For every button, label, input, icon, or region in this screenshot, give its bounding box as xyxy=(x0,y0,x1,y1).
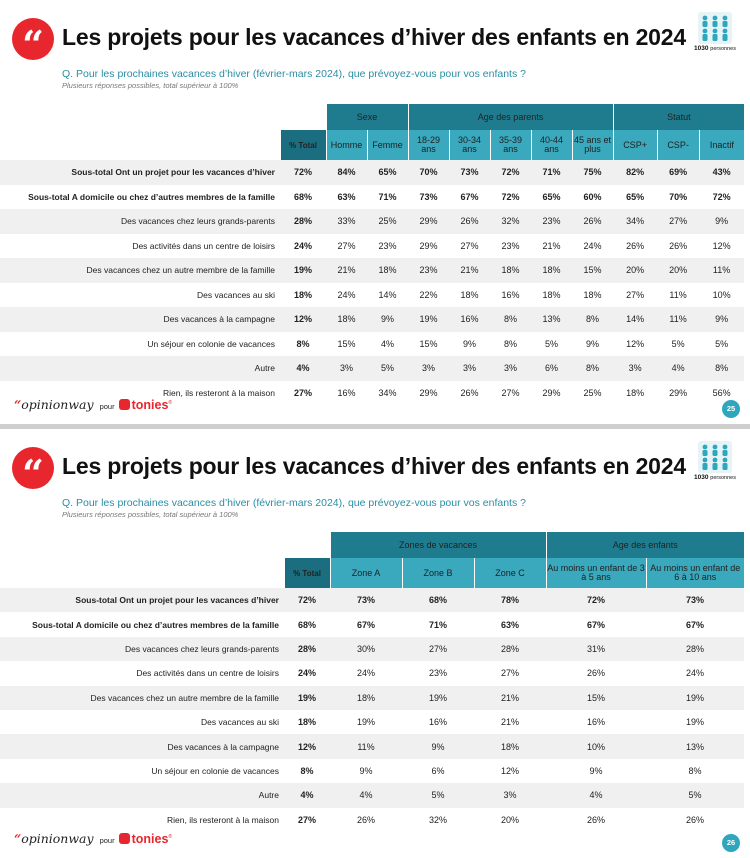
value-cell: 71% xyxy=(378,191,397,202)
column-header: 18-29 ans xyxy=(408,130,449,160)
value-cell: 67% xyxy=(587,619,606,630)
value-cell: 25% xyxy=(367,209,408,234)
footer-pour: pour xyxy=(99,836,115,845)
value-cell: 18% xyxy=(367,258,408,283)
row-label: Rien, ils resteront à la maison xyxy=(163,387,275,398)
value-cell: 73% xyxy=(419,191,438,202)
value-cell: 26% xyxy=(587,668,606,679)
value-cell: 82% xyxy=(613,160,657,185)
value-cell: 29% xyxy=(669,387,688,398)
group-header: Zones de vacances xyxy=(330,532,546,558)
column-header: 40-44 ans xyxy=(531,130,572,160)
table-row xyxy=(0,185,744,210)
value-cell: 18% xyxy=(330,686,402,710)
value-cell: 9% xyxy=(699,307,744,332)
value-cell: 26% xyxy=(460,387,479,398)
total-cell: 27% xyxy=(293,387,312,398)
total-cell: 68% xyxy=(297,619,316,630)
value-cell: 12% xyxy=(501,765,520,776)
sample-count: 1030 xyxy=(694,474,709,481)
quote-icon: “ xyxy=(12,18,54,60)
value-cell: 21% xyxy=(326,258,367,283)
value-cell: 18% xyxy=(474,734,546,758)
slide-25 xyxy=(0,0,750,424)
value-cell: 75% xyxy=(572,160,613,185)
value-cell: 65% xyxy=(626,191,645,202)
row-label: Des activités dans un centre de loisirs xyxy=(136,668,279,679)
value-cell: 20% xyxy=(657,258,699,283)
total-cell: 24% xyxy=(293,240,312,251)
footer-logos xyxy=(14,831,172,846)
survey-note: Plusieurs réponses possibles, total supérieur à 100% xyxy=(62,81,239,90)
value-cell: 3% xyxy=(449,356,490,381)
value-cell: 14% xyxy=(613,307,657,332)
page-number: 25 xyxy=(722,400,740,418)
value-cell: 20% xyxy=(613,258,657,283)
value-cell: 5% xyxy=(367,356,408,381)
total-cell: 28% xyxy=(284,637,330,661)
row-label: Sous-total Ont un projet pour les vacances d’hiver xyxy=(0,588,284,612)
total-cell: 12% xyxy=(284,734,330,758)
value-cell: 13% xyxy=(646,734,744,758)
value-cell: 21% xyxy=(449,258,490,283)
column-header: Zone B xyxy=(402,558,474,588)
survey-question: Q. Pour les prochaines vacances d’hiver (février-mars 2024), que prévoyez-vous pour vos enfants ? xyxy=(62,497,526,509)
value-cell: 10% xyxy=(546,734,646,758)
group-header: Statut xyxy=(613,104,744,130)
row-label: Des activités dans un centre de loisirs xyxy=(132,240,275,251)
value-cell: 65% xyxy=(367,160,408,185)
total-cell: 18% xyxy=(293,289,312,300)
table-row xyxy=(0,710,744,734)
value-cell: 23% xyxy=(378,240,397,251)
value-cell: 67% xyxy=(686,619,705,630)
table-row xyxy=(0,283,744,308)
slide-title: Les projets pour les vacances d’hiver des enfants en 2024 xyxy=(62,24,686,50)
value-cell: 26% xyxy=(686,814,705,825)
value-cell: 60% xyxy=(583,191,602,202)
value-cell: 5% xyxy=(646,783,744,807)
value-cell: 31% xyxy=(546,637,646,661)
value-cell: 5% xyxy=(402,783,474,807)
table-row xyxy=(0,734,744,758)
page-number: 26 xyxy=(722,834,740,852)
sample-count: 1030 xyxy=(694,45,709,52)
value-cell: 16% xyxy=(337,387,356,398)
row-label: Des vacances à la campagne xyxy=(0,734,284,758)
total-cell: 4% xyxy=(284,783,330,807)
column-header: % Total xyxy=(284,558,330,588)
value-cell: 4% xyxy=(657,356,699,381)
tonies-icon xyxy=(119,833,130,844)
total-cell: 27% xyxy=(297,814,316,825)
value-cell: 18% xyxy=(542,289,561,300)
people-icon xyxy=(698,441,732,473)
value-cell: 73% xyxy=(330,588,402,612)
table-row xyxy=(0,258,744,283)
value-cell: 72% xyxy=(501,191,520,202)
value-cell: 15% xyxy=(337,338,356,349)
value-cell: 8% xyxy=(572,307,613,332)
value-cell: 8% xyxy=(490,307,531,332)
value-cell: 67% xyxy=(460,191,479,202)
sample-size-badge xyxy=(693,12,737,58)
value-cell: 5% xyxy=(671,338,685,349)
value-cell: 65% xyxy=(542,191,561,202)
value-cell: 26% xyxy=(356,814,375,825)
value-cell: 23% xyxy=(531,209,572,234)
value-cell: 24% xyxy=(583,240,602,251)
value-cell: 18% xyxy=(460,289,479,300)
total-cell: 8% xyxy=(296,338,310,349)
quote-icon: “ xyxy=(12,447,54,489)
row-label: Un séjour en colonie de vacances xyxy=(151,765,279,776)
total-cell: 18% xyxy=(297,717,316,728)
people-icon xyxy=(698,12,732,44)
table-row xyxy=(0,661,744,685)
value-cell: 29% xyxy=(408,209,449,234)
row-label: Sous-total A domicile ou chez d’autres membres de la famille xyxy=(28,191,275,202)
value-cell: 26% xyxy=(626,240,645,251)
value-cell: 30% xyxy=(330,637,402,661)
value-cell: 34% xyxy=(613,209,657,234)
value-cell: 19% xyxy=(686,717,705,728)
total-cell: 72% xyxy=(284,588,330,612)
tonies-icon xyxy=(119,399,130,410)
row-label: Sous-total A domicile ou chez d’autres membres de la famille xyxy=(32,619,279,630)
value-cell: 24% xyxy=(356,668,375,679)
value-cell: 72% xyxy=(712,191,731,202)
value-cell: 12% xyxy=(712,240,731,251)
sample-label: personnes xyxy=(710,46,736,52)
value-cell: 21% xyxy=(501,717,520,728)
sample-label: personnes xyxy=(710,475,736,481)
value-cell: 4% xyxy=(330,783,402,807)
table-row xyxy=(0,808,744,832)
table-row xyxy=(0,209,744,234)
row-label: Autre xyxy=(0,356,280,381)
survey-note: Plusieurs réponses possibles, total supérieur à 100% xyxy=(62,510,239,519)
value-cell: 10% xyxy=(712,289,731,300)
value-cell: 26% xyxy=(587,814,606,825)
value-cell: 15% xyxy=(419,338,438,349)
group-header: Sexe xyxy=(326,104,408,130)
value-cell: 43% xyxy=(699,160,744,185)
total-cell: 8% xyxy=(300,765,314,776)
value-cell: 9% xyxy=(586,338,600,349)
column-header: 30-34 ans xyxy=(449,130,490,160)
table-row xyxy=(0,637,744,661)
table-row xyxy=(0,759,744,783)
value-cell: 32% xyxy=(490,209,531,234)
total-cell: 24% xyxy=(297,668,316,679)
value-cell: 9% xyxy=(402,734,474,758)
value-cell: 27% xyxy=(337,240,356,251)
value-cell: 28% xyxy=(474,637,546,661)
row-label: Des vacances à la campagne xyxy=(0,307,280,332)
table-row xyxy=(0,332,744,357)
row-label: Autre xyxy=(0,783,284,807)
value-cell: 12% xyxy=(626,338,645,349)
value-cell: 23% xyxy=(501,240,520,251)
survey-question: Q. Pour les prochaines vacances d’hiver (février-mars 2024), que prévoyez-vous pour vos enfants ? xyxy=(62,68,526,80)
column-header: Au moins un enfant de 3 à 5 ans xyxy=(546,558,646,588)
value-cell: 25% xyxy=(583,387,602,398)
row-label: Des vacances chez leurs grands-parents xyxy=(0,637,284,661)
sample-size-badge xyxy=(693,441,737,487)
value-cell: 11% xyxy=(657,307,699,332)
column-header: Inactif xyxy=(699,130,744,160)
value-cell: 72% xyxy=(490,160,531,185)
results-table xyxy=(0,532,744,832)
value-cell: 18% xyxy=(626,387,645,398)
value-cell: 69% xyxy=(657,160,699,185)
value-cell: 9% xyxy=(367,307,408,332)
table-row xyxy=(0,588,744,612)
value-cell: 3% xyxy=(490,356,531,381)
value-cell: 3% xyxy=(326,356,367,381)
total-cell: 19% xyxy=(280,258,326,283)
value-cell: 72% xyxy=(546,588,646,612)
value-cell: 70% xyxy=(669,191,688,202)
column-header: Homme xyxy=(326,130,367,160)
total-cell: 12% xyxy=(280,307,326,332)
value-cell: 8% xyxy=(504,338,518,349)
value-cell: 19% xyxy=(402,686,474,710)
value-cell: 28% xyxy=(646,637,744,661)
value-cell: 27% xyxy=(626,289,645,300)
footer-logos xyxy=(14,397,172,412)
table-row xyxy=(0,356,744,381)
value-cell: 26% xyxy=(572,209,613,234)
opinionway-logo: “opinionway xyxy=(14,397,94,412)
value-cell: 16% xyxy=(501,289,520,300)
value-cell: 3% xyxy=(474,783,546,807)
tonies-logo: tonies® xyxy=(119,398,173,412)
value-cell: 67% xyxy=(356,619,375,630)
opinionway-logo: “opinionway xyxy=(14,831,94,846)
value-cell: 23% xyxy=(428,668,447,679)
value-cell: 18% xyxy=(326,307,367,332)
value-cell: 11% xyxy=(699,258,744,283)
value-cell: 16% xyxy=(449,307,490,332)
column-header: Zone A xyxy=(330,558,402,588)
row-label: Sous-total Ont un projet pour les vacances d’hiver xyxy=(0,160,280,185)
value-cell: 34% xyxy=(378,387,397,398)
row-label: Un séjour en colonie de vacances xyxy=(147,338,275,349)
value-cell: 56% xyxy=(712,387,731,398)
total-cell: 68% xyxy=(293,191,312,202)
value-cell: 18% xyxy=(531,258,572,283)
value-cell: 6% xyxy=(531,356,572,381)
table-row xyxy=(0,612,744,636)
value-cell: 3% xyxy=(408,356,449,381)
column-header: Au moins un enfant de 6 à 10 ans xyxy=(646,558,744,588)
value-cell: 4% xyxy=(546,783,646,807)
column-header: % Total xyxy=(280,130,326,160)
value-cell: 63% xyxy=(337,191,356,202)
value-cell: 27% xyxy=(657,209,699,234)
value-cell: 29% xyxy=(419,240,438,251)
slide-26 xyxy=(0,429,750,858)
footer-pour: pour xyxy=(99,402,115,411)
value-cell: 11% xyxy=(330,734,402,758)
value-cell: 15% xyxy=(546,686,646,710)
value-cell: 5% xyxy=(715,338,729,349)
value-cell: 20% xyxy=(501,814,520,825)
column-header: CSP- xyxy=(657,130,699,160)
tonies-logo: tonies® xyxy=(119,832,173,846)
value-cell: 68% xyxy=(402,588,474,612)
value-cell: 73% xyxy=(646,588,744,612)
table-row xyxy=(0,160,744,185)
row-label: Des vacances chez leurs grands-parents xyxy=(0,209,280,234)
value-cell: 19% xyxy=(356,717,375,728)
value-cell: 18% xyxy=(490,258,531,283)
value-cell: 71% xyxy=(428,619,447,630)
value-cell: 9% xyxy=(589,765,603,776)
value-cell: 24% xyxy=(686,668,705,679)
total-cell: 28% xyxy=(280,209,326,234)
value-cell: 84% xyxy=(326,160,367,185)
value-cell: 8% xyxy=(699,356,744,381)
value-cell: 71% xyxy=(531,160,572,185)
value-cell: 5% xyxy=(545,338,559,349)
table-row xyxy=(0,686,744,710)
value-cell: 24% xyxy=(337,289,356,300)
row-label: Des vacances chez un autre membre de la famille xyxy=(0,686,284,710)
value-cell: 9% xyxy=(699,209,744,234)
value-cell: 3% xyxy=(613,356,657,381)
value-cell: 70% xyxy=(408,160,449,185)
results-table xyxy=(0,104,744,405)
row-label: Des vacances au ski xyxy=(201,717,279,728)
total-cell: 72% xyxy=(280,160,326,185)
column-header: 45 ans et plus xyxy=(572,130,613,160)
column-header: 35-39 ans xyxy=(490,130,531,160)
group-header: Age des enfants xyxy=(546,532,744,558)
value-cell: 26% xyxy=(669,240,688,251)
value-cell: 15% xyxy=(572,258,613,283)
slide-title: Les projets pour les vacances d’hiver des enfants en 2024 xyxy=(62,453,686,479)
value-cell: 73% xyxy=(449,160,490,185)
value-cell: 6% xyxy=(431,765,445,776)
table-row xyxy=(0,234,744,259)
group-header: Age des parents xyxy=(408,104,613,130)
column-header: Femme xyxy=(367,130,408,160)
value-cell: 78% xyxy=(474,588,546,612)
value-cell: 19% xyxy=(646,686,744,710)
value-cell: 9% xyxy=(359,765,373,776)
value-cell: 16% xyxy=(428,717,447,728)
value-cell: 4% xyxy=(381,338,395,349)
value-cell: 27% xyxy=(501,668,520,679)
value-cell: 23% xyxy=(408,258,449,283)
value-cell: 8% xyxy=(572,356,613,381)
value-cell: 29% xyxy=(542,387,561,398)
value-cell: 27% xyxy=(402,637,474,661)
table-row xyxy=(0,783,744,807)
value-cell: 16% xyxy=(587,717,606,728)
value-cell: 27% xyxy=(501,387,520,398)
value-cell: 14% xyxy=(378,289,397,300)
value-cell: 19% xyxy=(408,307,449,332)
value-cell: 22% xyxy=(419,289,438,300)
value-cell: 27% xyxy=(460,240,479,251)
row-label: Rien, ils resteront à la maison xyxy=(167,814,279,825)
column-header: CSP+ xyxy=(613,130,657,160)
value-cell: 21% xyxy=(542,240,561,251)
value-cell: 11% xyxy=(669,289,687,300)
value-cell: 32% xyxy=(428,814,447,825)
value-cell: 13% xyxy=(531,307,572,332)
value-cell: 21% xyxy=(474,686,546,710)
value-cell: 26% xyxy=(449,209,490,234)
total-cell: 19% xyxy=(284,686,330,710)
value-cell: 33% xyxy=(326,209,367,234)
value-cell: 29% xyxy=(419,387,438,398)
value-cell: 9% xyxy=(463,338,477,349)
row-label: Des vacances chez un autre membre de la famille xyxy=(0,258,280,283)
value-cell: 8% xyxy=(688,765,702,776)
total-cell: 4% xyxy=(280,356,326,381)
column-header: Zone C xyxy=(474,558,546,588)
value-cell: 18% xyxy=(583,289,602,300)
value-cell: 63% xyxy=(501,619,520,630)
row-label: Des vacances au ski xyxy=(197,289,275,300)
table-row xyxy=(0,307,744,332)
